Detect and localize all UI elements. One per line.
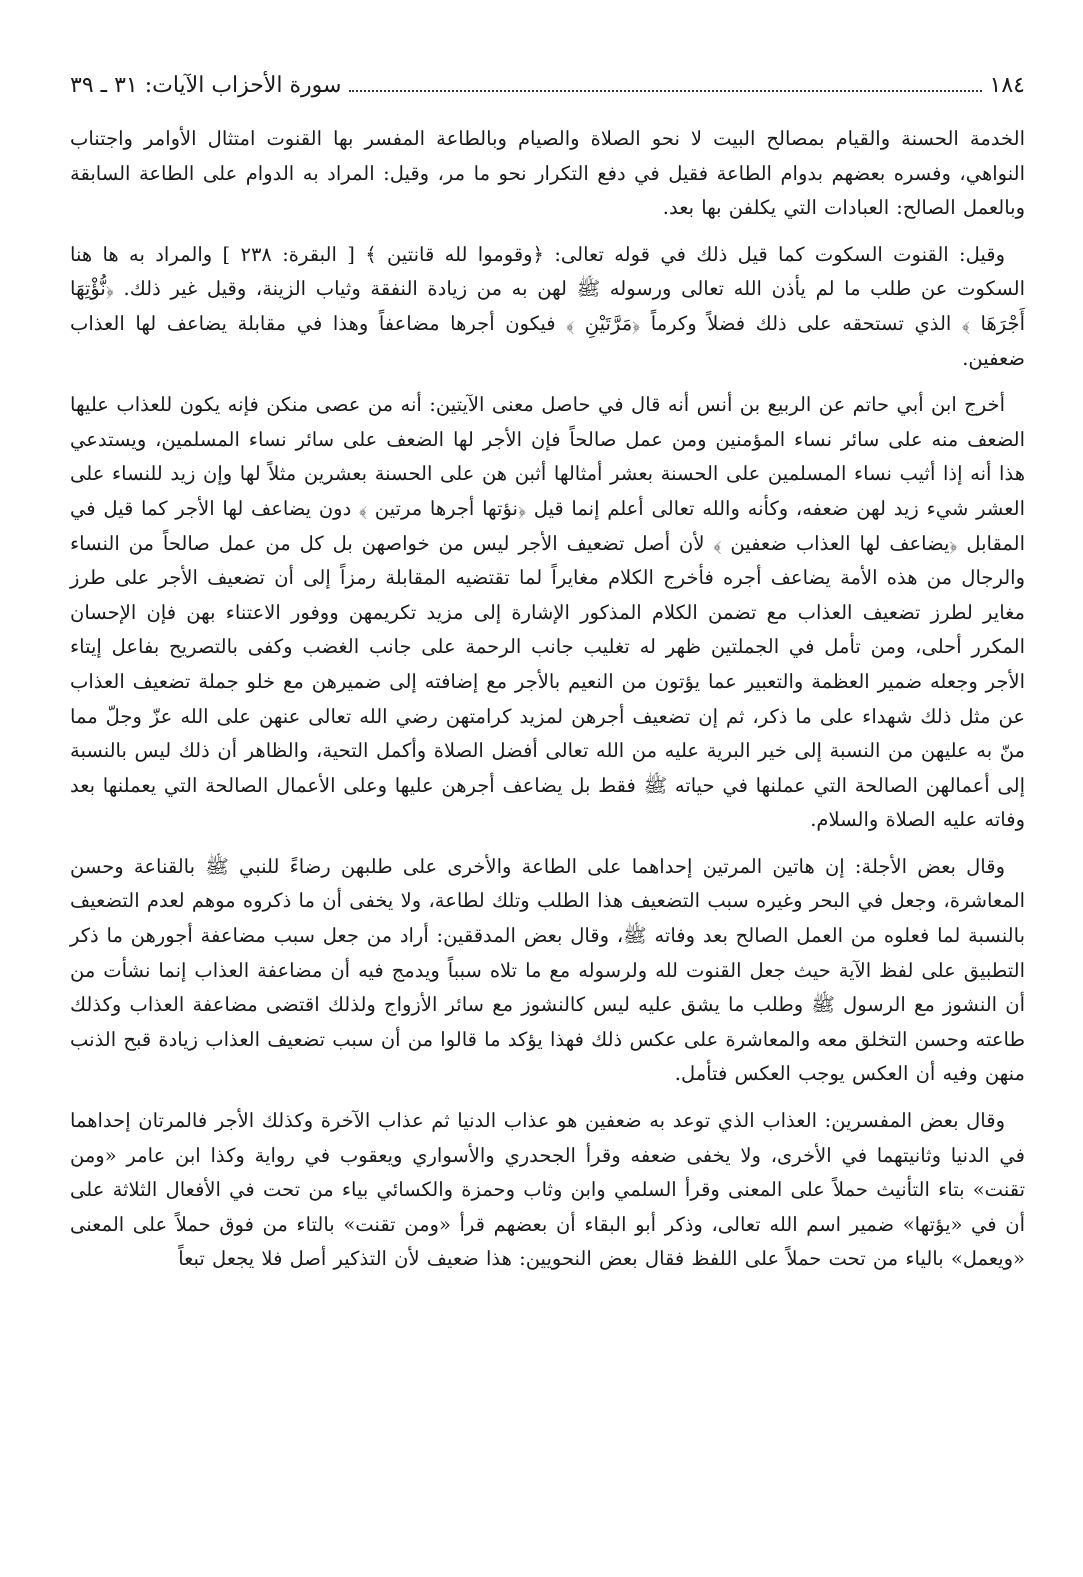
running-header: [70, 62, 1025, 102]
header-dotted-leader: [349, 89, 981, 92]
header-title: سورة الأحزاب الآيات: ٣١ ـ ٣٩: [70, 73, 342, 98]
paragraph: وقال بعض المفسرين: العذاب الذي توعد به ضعفين هو عذاب الدنيا ثم عذاب الآخرة وكذلك الأجر فالمرتان إحداهما في الدنيا وثانيتهما في الأخرى، ولا يخفى ضعفه وقرأ الجحدري والأسواري ويعقوب في رواية وكذا ابن عامر «ومن تقنت» بتاء التأنيث حملاً على المعنى وقرأ السلمي وابن وثاب وحمزة والكسائي بياء من تحت في الأفعال الثلاثة على أن في «يؤتها» ضمير اسم الله تعالى، وذكر أبو البقاء أن بعضهم قرأ «ومن تقنت» بالتاء من فوق حملاً على المعنى «ويعمل» بالياء من تحت حملاً على اللفظ فقال بعض النحويين: هذا ضعيف لأن التذكير أصل فلا يجعل تبعاً: [70, 1109, 1025, 1271]
paragraph: الخدمة الحسنة والقيام بمصالح البيت لا نحو الصلاة والصيام وبالطاعة المفسر بها القنوت امتثال الأوامر واجتناب النواهي، وفسره بعضهم بدوام الطاعة فقيل في دفع التكرار نحو ما مر، وقيل: المراد به الدوام على الطاعة السابقة وبالعمل الصالح: العبادات التي يكلفن بها بعد.: [70, 127, 1025, 220]
paragraph: وقيل: القنوت السكوت كما قيل ذلك في قوله تعالى: ﴿وقوموا لله قانتين ﴾ [ البقرة: ٢٣٨ ] والمراد به ها هنا السكوت عن طلب ما لم يأذن الله تعالى ورسوله ﷺ لهن به من زيادة النفقة وثياب الزينة، وقيل غير ذلك. ﴿نُّؤْتِهَا أَجْرَهَا ﴾ الذي تستحقه على ذلك فضلاً وكرماً ﴿مَرَّتَيْنِ ﴾ فيكون أجرها مضاعفاً وهذا في مقابلة يضاعف لها العذاب ضعفين.: [70, 242, 1025, 370]
page: [70, 62, 1025, 1289]
page-number: ١٨٤: [989, 73, 1025, 98]
paragraph: أخرج ابن أبي حاتم عن الربيع بن أنس أنه قال في حاصل معنى الآيتين: أنه من عصى منكن فإنه يكون للعذاب عليها الضعف منه على سائر نساء المؤمنين ومن عمل صالحاً فإن الأجر لها الضعف على سائر نساء المسلمين، ويستدعي هذا أنه إذا أثيب نساء المسلمين على الحسنة بعشر أمثالها أثبن هن على الحسنة بعشرين مثلاً لها وإن زيد للنساء على العشر شيء زيد لهن ضعفه، وكأنه والله تعالى أعلم إنما قيل ﴿نؤتها أجرها مرتين ﴾ دون يضاعف لها الأجر كما قيل في المقابل ﴿يضاعف لها العذاب ضعفين ﴾ لأن أصل تضعيف الأجر ليس من خواصهن بل كل من عمل صالحاً من النساء والرجال من هذه الأمة يضاعف أجره فأخرج الكلام مغايراً لما تقتضيه المقابلة رمزاً إلى أن تضعيف الأجر على طرز مغاير لطرز تضعيف العذاب مع تضمن الكلام المذكور الإشارة إلى مزيد تكريمهن ووفور الاعتناء بهن فإن الإحسان المكرر أحلى، ومن تأمل في الجملتين ظهر له تغليب جانب الرحمة على جانب الغضب وكفى بالتصريح بفاعل إيتاء الأجر وجعله ضمير العظمة والتعبير عما يؤتون من النعيم بالأجر مع إضافته إلى ضميرهن مع خلو جملة تضعيف العذاب عن مثل ذلك شهداء على ما ذكر، ثم إن تضعيف أجرهن لمزيد كرامتهن رضي الله تعالى عنهن على الله عزّ وجلّ مما منّ به عليهن من النسبة إلى خير البرية عليه من الله تعالى أفضل الصلاة وأكمل التحية، والظاهر أن ذلك ليس بالنسبة إلى أعمالهن الصالحة التي عملنها في حياته ﷺ فقط بل يضاعف أجرهن عليها وعلى الأعمال الصالحة التي يعملنها بعد وفاته عليه الصلاة والسلام.: [70, 393, 1025, 832]
paragraph: وقال بعض الأجلة: إن هاتين المرتين إحداهما على الطاعة والأخرى على طلبهن رضاءً للنبي ﷺ بالقناعة وحسن المعاشرة، وجعل في البحر وغيره سبب التضعيف هذا الطلب وتلك لطاعة، ولا يخفى أن ما ذكروه موهم لعدم التضعيف بالنسبة لما فعلوه من العمل الصالح بعد وفاته ﷺ، وقال بعض المدققين: أراد من جعل سبب مضاعفة أجورهن ما ذكر التطبيق على لفظ الآية حيث جعل القنوت لله ولرسوله مع ما تلاه سبباً ويدمج فيه أن مضاعفة العذاب إنما نشأت من أن النشوز مع الرسول ﷺ وطلب ما يشق عليه ليس كالنشوز مع سائر الأزواج ولذلك اقتضى مضاعفة العذاب وكذلك طاعته وحسن التخلق معه والمعاشرة على عكس ذلك فهذا يؤكد ما قالوا من أن سبب تضعيف العذاب زيادة قبح الذنب منهن وفيه أن العكس يوجب العكس فتأمل.: [70, 854, 1025, 1086]
